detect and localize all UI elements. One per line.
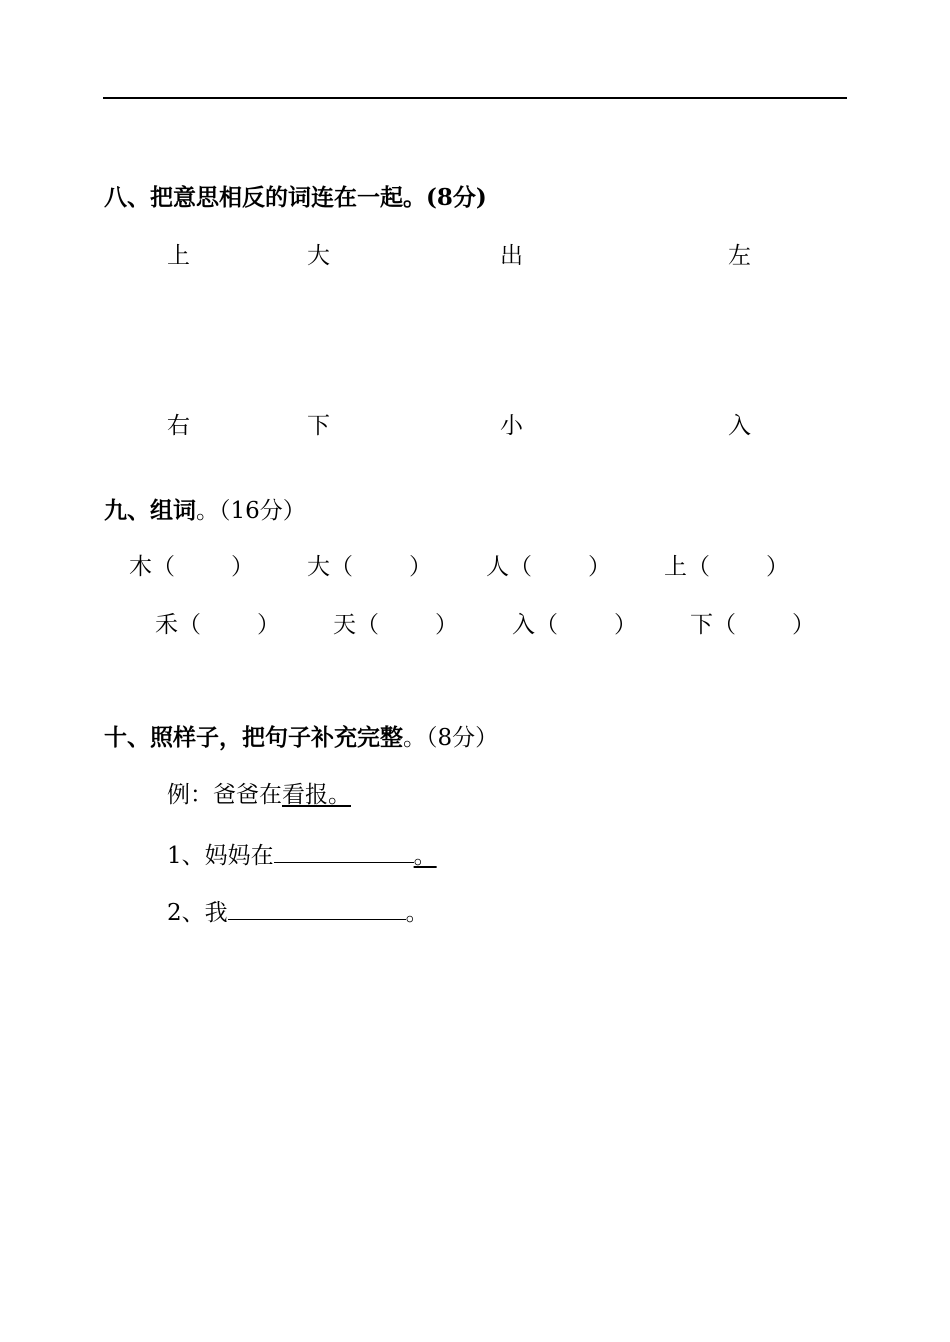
close-paren: ） bbox=[435, 612, 458, 638]
example-answer: 看报。 bbox=[282, 782, 351, 808]
char-prompt: 大（ bbox=[307, 554, 353, 580]
word-group-item[interactable] bbox=[486, 556, 611, 579]
sentence-1-suffix: 。 bbox=[413, 843, 437, 869]
char-prompt: 下（ bbox=[690, 612, 736, 638]
section9-heading bbox=[104, 499, 306, 523]
section10-heading-bold: 十、照样子，把句子补充完整 bbox=[104, 724, 403, 751]
top-rule bbox=[103, 97, 847, 99]
char-prompt: 天（ bbox=[333, 612, 379, 638]
sentence-2-suffix: 。 bbox=[405, 900, 429, 926]
match-word-top-3[interactable]: 出 bbox=[500, 243, 523, 269]
word-group-item[interactable] bbox=[155, 614, 280, 637]
char-prompt: 木（ bbox=[129, 554, 175, 580]
sentence-1-prefix: 1、妈妈在 bbox=[167, 843, 274, 869]
section8-heading bbox=[104, 186, 487, 210]
word-group-item[interactable] bbox=[129, 556, 254, 579]
char-prompt: 上（ bbox=[664, 554, 710, 580]
section10-heading-score: 。（8分） bbox=[403, 725, 499, 751]
sentence-2-blank[interactable] bbox=[228, 897, 406, 920]
close-paren: ） bbox=[231, 554, 254, 580]
match-word-bottom-4[interactable]: 入 bbox=[728, 413, 751, 439]
close-paren: ） bbox=[766, 554, 789, 580]
close-paren: ） bbox=[614, 612, 637, 638]
char-prompt: 入（ bbox=[512, 612, 558, 638]
match-word-bottom-1[interactable]: 右 bbox=[167, 413, 190, 439]
sentence-2-prefix: 2、我 bbox=[167, 900, 228, 926]
match-word-top-4[interactable]: 左 bbox=[728, 243, 751, 269]
char-prompt: 禾（ bbox=[155, 612, 201, 638]
fill-sentence-1 bbox=[167, 840, 437, 868]
close-paren: ） bbox=[588, 554, 611, 580]
char-prompt: 人（ bbox=[486, 554, 532, 580]
word-group-item[interactable] bbox=[690, 614, 815, 637]
word-group-item[interactable] bbox=[307, 556, 432, 579]
close-paren: ） bbox=[409, 554, 432, 580]
section9-heading-bold: 九、组词 bbox=[104, 497, 196, 524]
section10-heading bbox=[104, 726, 498, 750]
close-paren: ） bbox=[792, 612, 815, 638]
match-word-top-1[interactable]: 上 bbox=[167, 243, 190, 269]
fill-sentence-2 bbox=[167, 897, 429, 925]
close-paren: ） bbox=[257, 612, 280, 638]
word-group-item[interactable] bbox=[512, 614, 637, 637]
example-sentence bbox=[167, 784, 351, 807]
section9-heading-score: 。（16分） bbox=[196, 498, 306, 524]
match-word-top-2[interactable]: 大 bbox=[307, 243, 330, 269]
match-word-bottom-2[interactable]: 下 bbox=[307, 413, 330, 439]
sentence-1-blank[interactable] bbox=[274, 840, 414, 863]
match-word-bottom-3[interactable]: 小 bbox=[500, 413, 523, 439]
word-group-item[interactable] bbox=[664, 556, 789, 579]
example-prefix: 例：爸爸在 bbox=[167, 782, 282, 808]
word-group-item[interactable] bbox=[333, 614, 458, 637]
section8-heading-text: 八、把意思相反的词连在一起。(8分) bbox=[104, 184, 487, 211]
